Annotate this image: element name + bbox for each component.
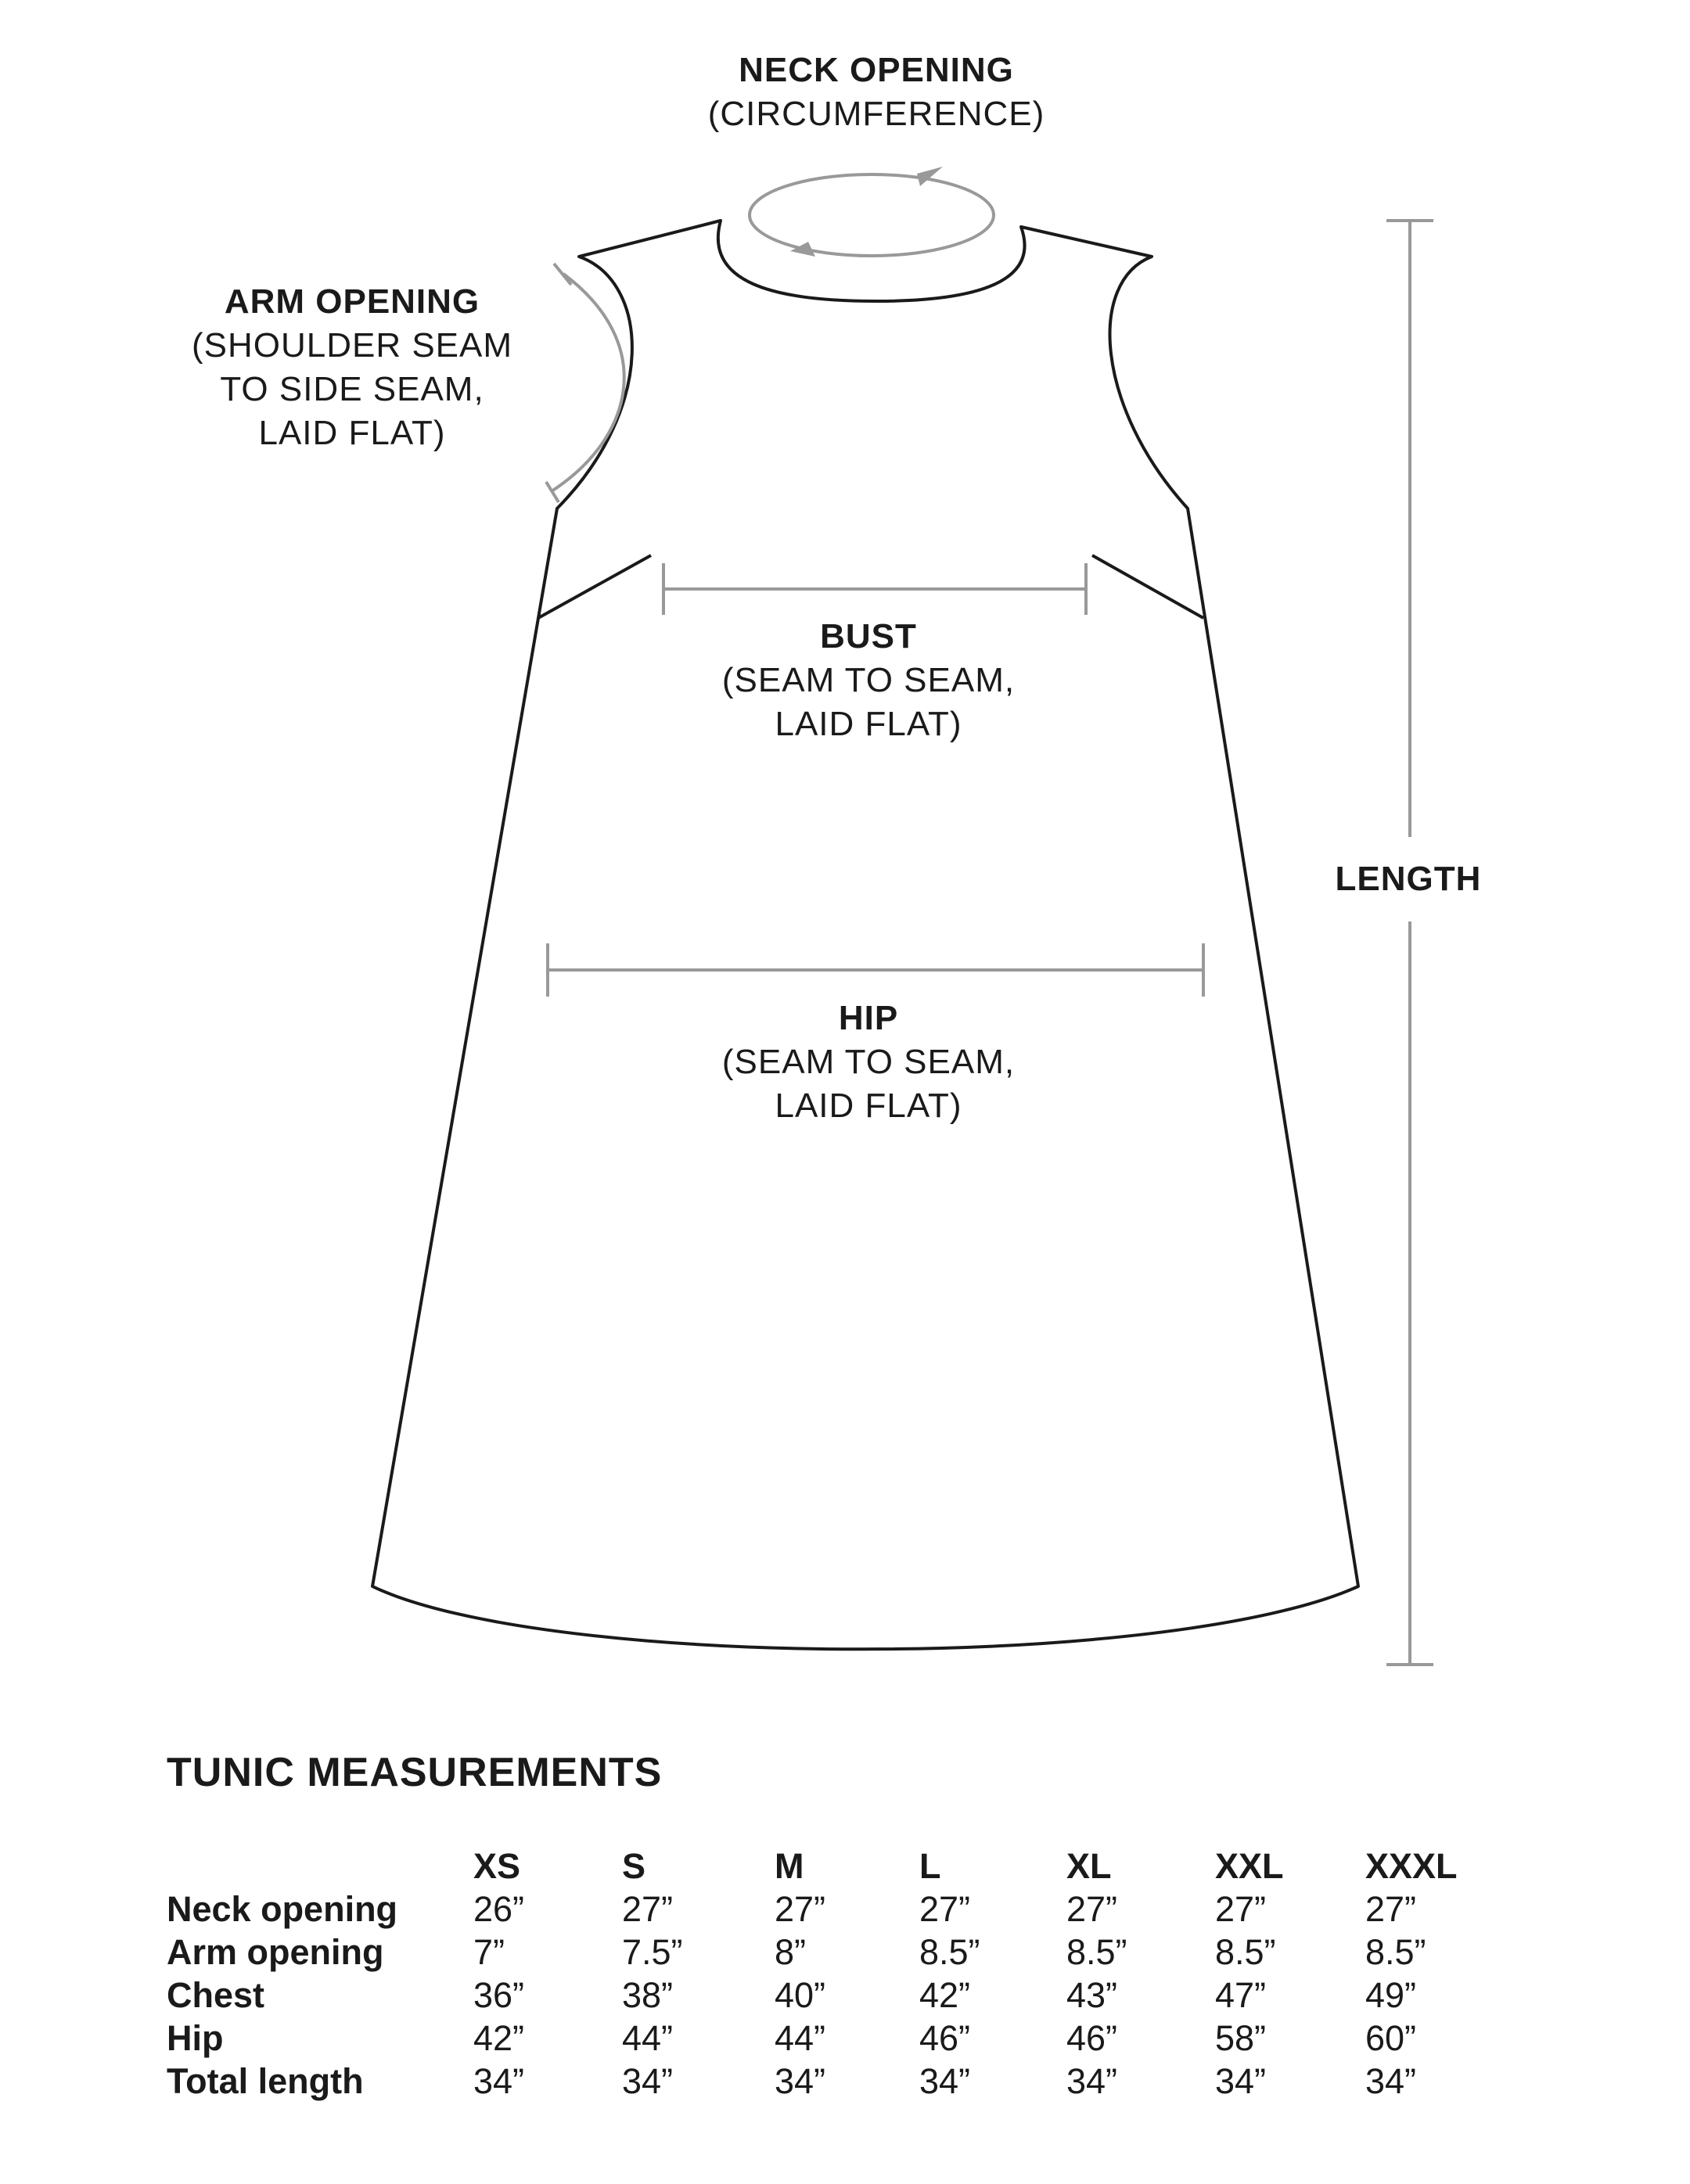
- neck-opening-title: NECK OPENING: [739, 51, 1014, 89]
- neck-arrow-top: [917, 167, 943, 186]
- table-row: [167, 1888, 1483, 1931]
- table-cell: 44”: [775, 2017, 826, 2058]
- size-header: M: [775, 1845, 804, 1886]
- table-cell: 60”: [1365, 2017, 1417, 2058]
- table-cell: 7.5”: [622, 1931, 683, 1972]
- table-cell: 49”: [1365, 1974, 1417, 2015]
- neck-arrow-bottom: [790, 242, 815, 257]
- hip-sub-2: LAID FLAT): [775, 1087, 962, 1125]
- table-cell: 46”: [919, 2017, 971, 2058]
- table-row: [167, 1931, 1483, 1974]
- neck-circumference-ellipse: [750, 174, 994, 256]
- table-cell: 36”: [473, 1974, 525, 2015]
- table-cell: 43”: [1066, 1974, 1118, 2015]
- hip-title: HIP: [838, 999, 899, 1037]
- size-header: XL: [1066, 1845, 1112, 1886]
- table-cell: 8.5”: [1365, 1931, 1426, 1972]
- arm-opening-sub-3: LAID FLAT): [258, 414, 446, 452]
- table-cell: 8.5”: [1215, 1931, 1276, 1972]
- table-cell: 34”: [1215, 2060, 1267, 2101]
- table-title: TUNIC MEASUREMENTS: [167, 1750, 663, 1795]
- arm-arc-tick-bottom: [546, 482, 559, 502]
- table-cell: 34”: [1066, 2060, 1118, 2101]
- size-header-row: [167, 1845, 1483, 1888]
- size-header: S: [622, 1845, 646, 1886]
- hip-label: [610, 997, 1127, 1128]
- table-cell: 46”: [1066, 2017, 1118, 2058]
- table-cell: 8”: [775, 1931, 807, 1972]
- table-cell: 38”: [622, 1974, 674, 2015]
- table-cell: 27”: [1365, 1888, 1417, 1929]
- table-cell: 27”: [919, 1888, 971, 1929]
- neck-opening-label: [610, 48, 1142, 136]
- table-cell: 40”: [775, 1974, 826, 2015]
- table-cell: 42”: [473, 2017, 525, 2058]
- table-cell: 44”: [622, 2017, 674, 2058]
- size-header: XXL: [1215, 1845, 1284, 1886]
- arm-opening-sub-1: (SHOULDER SEAM: [191, 326, 513, 365]
- table-cell: 7”: [473, 1931, 505, 1972]
- bust-sub-1: (SEAM TO SEAM,: [721, 661, 1016, 699]
- length-label: LENGTH: [1335, 860, 1482, 898]
- arm-opening-label: [125, 280, 579, 455]
- table-cell: 27”: [622, 1888, 674, 1929]
- size-header: XXXL: [1365, 1845, 1458, 1886]
- size-header: L: [919, 1845, 941, 1886]
- size-header: XS: [473, 1845, 521, 1886]
- table-cell: 27”: [775, 1888, 826, 1929]
- table-cell: 58”: [1215, 2017, 1267, 2058]
- table-cell: 34”: [473, 2060, 525, 2101]
- table-cell: 8.5”: [919, 1931, 980, 1972]
- bust-sub-2: LAID FLAT): [775, 705, 962, 743]
- row-label: Hip: [167, 2017, 224, 2058]
- row-label: Chest: [167, 1974, 265, 2015]
- bust-title: BUST: [820, 617, 917, 656]
- row-label: Neck opening: [167, 1888, 398, 1929]
- size-header-blank: [167, 1845, 473, 1888]
- table-cell: 27”: [1215, 1888, 1267, 1929]
- measurements-table: [167, 1845, 1483, 2103]
- table-row: [167, 1974, 1483, 2017]
- table-row: [167, 2017, 1483, 2060]
- hip-sub-1: (SEAM TO SEAM,: [721, 1043, 1016, 1081]
- table-cell: 47”: [1215, 1974, 1267, 2015]
- arm-opening-sub-2: TO SIDE SEAM,: [220, 370, 484, 408]
- right-bust-dart: [1092, 555, 1203, 618]
- table-cell: 34”: [919, 2060, 971, 2101]
- row-label: Arm opening: [167, 1931, 384, 1972]
- table-cell: 8.5”: [1066, 1931, 1127, 1972]
- table-cell: 42”: [919, 1974, 971, 2015]
- row-label: Total length: [167, 2060, 364, 2101]
- table-cell: 26”: [473, 1888, 525, 1929]
- left-bust-dart: [538, 555, 651, 618]
- table-cell: 27”: [1066, 1888, 1118, 1929]
- neck-opening-sub: (CIRCUMFERENCE): [707, 95, 1045, 133]
- table-cell: 34”: [775, 2060, 826, 2101]
- bust-label: [610, 615, 1127, 746]
- table-row: [167, 2060, 1483, 2103]
- arm-opening-title: ARM OPENING: [224, 282, 480, 321]
- table-cell: 34”: [1365, 2060, 1417, 2101]
- table-cell: 34”: [622, 2060, 674, 2101]
